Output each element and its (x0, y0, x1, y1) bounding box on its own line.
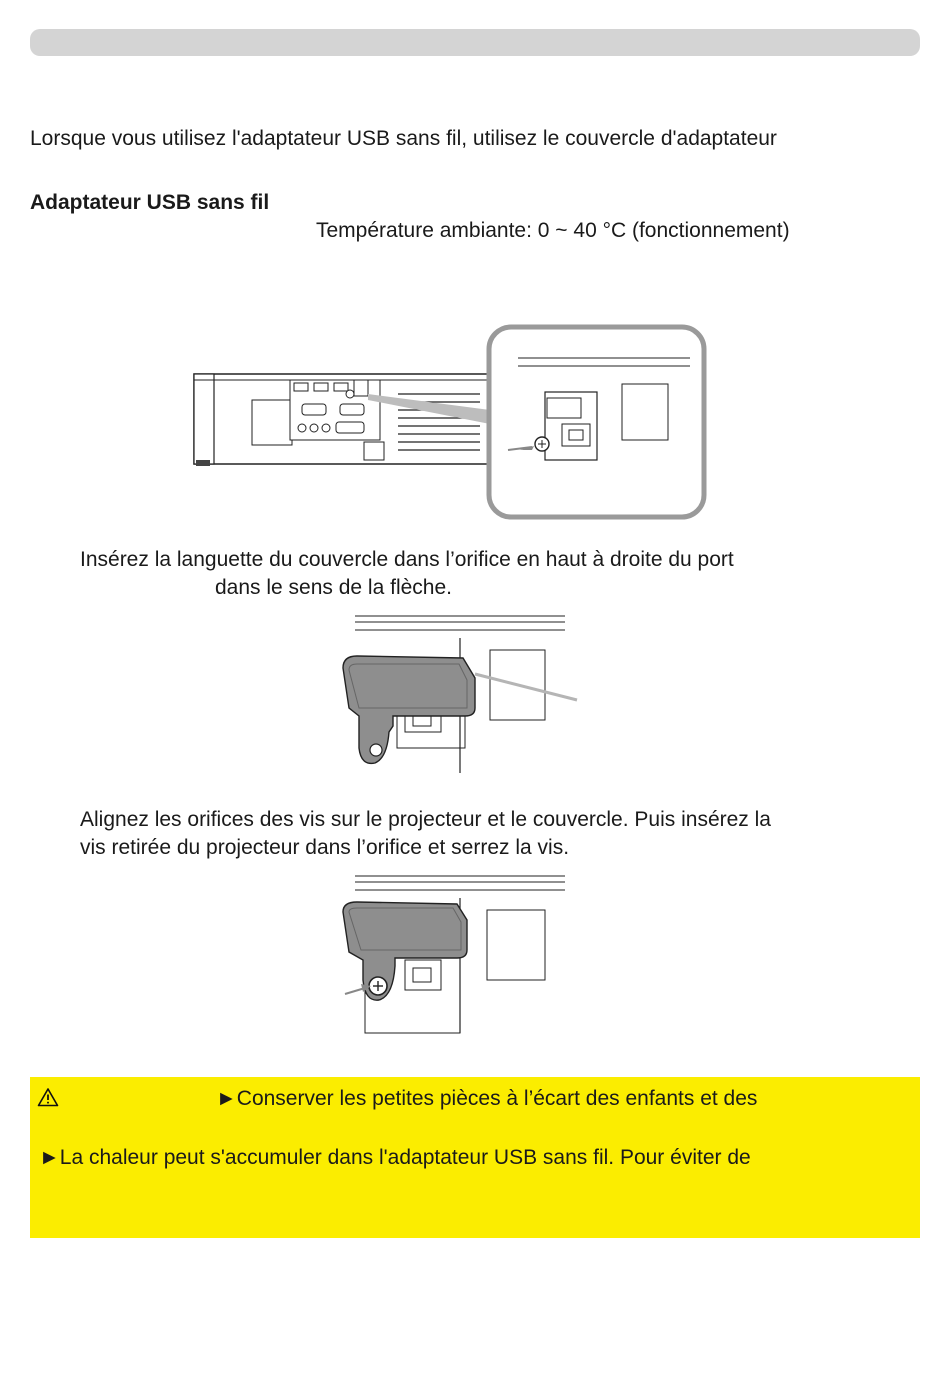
projector-rear-figure (190, 322, 710, 522)
step2-line1: Alignez les orifices des vis sur le projecteur et le couvercle. Puis insérez la (80, 808, 771, 831)
warning-triangle-icon (37, 1087, 59, 1107)
step1-line2: dans le sens de la flèche. (215, 576, 452, 599)
temperature-text: Température ambiante: 0 ~ 40 °C (fonctionnement) (316, 219, 790, 242)
intro-text: Lorsque vous utilisez l'adaptateur USB sans fil, utilisez le couvercle d'adaptateur (30, 127, 777, 150)
warning-line2: ►La chaleur peut s'accumuler dans l'adaptateur USB sans fil. Pour éviter de (39, 1146, 751, 1169)
step2-line2: vis retirée du projecteur dans l’orifice et serrez la vis. (80, 836, 570, 859)
warning-line1: ►Conserver les petites pièces à l’écart des enfants et des (216, 1087, 758, 1110)
step1-line1: Insérez la languette du couvercle dans l’orifice en haut à droite du port (80, 548, 734, 571)
warning-box (30, 1077, 920, 1238)
adapter-heading: Adaptateur USB sans fil (30, 191, 270, 214)
cover-insertion-figure (335, 608, 585, 778)
header-bar (30, 29, 920, 56)
cover-screw-figure (335, 868, 585, 1038)
